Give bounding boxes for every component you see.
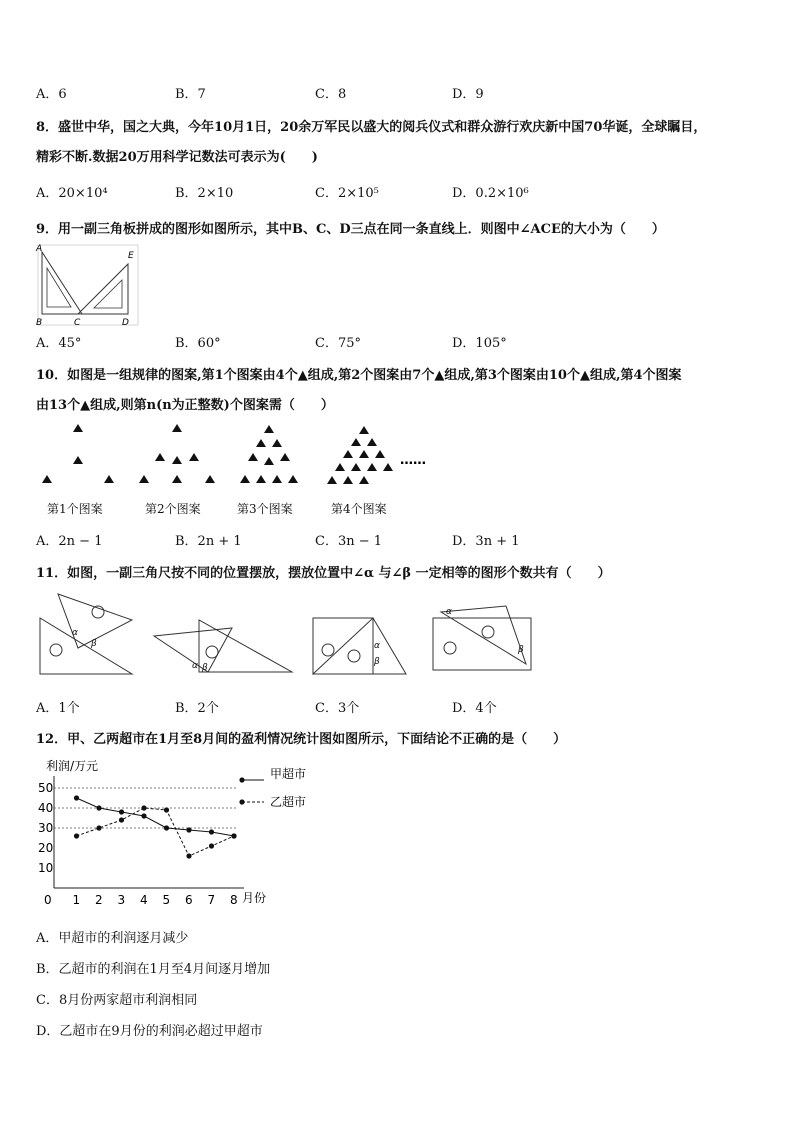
x-tick-label: 6 — [185, 893, 193, 907]
q6-option-c: C．8 — [315, 87, 347, 102]
q11-beta-3: β — [374, 657, 380, 667]
data-point — [96, 825, 101, 830]
q11-figure-2 — [154, 620, 292, 673]
data-point — [164, 807, 169, 812]
q11-figure-3 — [313, 618, 406, 674]
q10-pattern-2 — [139, 424, 215, 483]
x-tick-label: 3 — [117, 893, 126, 907]
q11-alpha-3: α — [374, 641, 380, 651]
q10-caption-4: 第4个图案 — [331, 502, 387, 516]
q8-option-b: B．2×10 — [175, 186, 234, 201]
y-tick-label: 20 — [38, 841, 54, 855]
data-point — [231, 833, 236, 838]
q11-option-c: C．3个 — [315, 701, 360, 716]
q10-stem-line1: 10．如图是一组规律的图案,第1个图案由4个▲组成,第2个图案由7个▲组成,第3个图案由10个▲组成,第4个图案 — [36, 368, 682, 383]
q10-option-b: B．2n + 1 — [175, 534, 242, 549]
q9-option-c: C．75° — [315, 336, 361, 351]
legend-label: 乙超市 — [270, 795, 307, 809]
q10-stem-line2: 由13个▲组成,则第n(n为正整数)个图案需（ ） — [36, 398, 334, 413]
q12-profit-line-chart — [30, 756, 330, 912]
q6-option-a: A．6 — [36, 87, 67, 102]
q9-label-e: E — [128, 251, 134, 261]
x-tick-label: 0 — [44, 893, 52, 907]
q11-option-b: B．2个 — [175, 701, 219, 716]
q9-label-b: B — [36, 318, 43, 328]
q12-option-d: D．乙超市在9月份的利润必超过甲超市 — [36, 1024, 263, 1039]
q11-stem: 11．如图，一副三角尺按不同的位置摆放，摆放位置中∠α 与∠β 一定相等的图形个数共有（ ） — [36, 566, 611, 581]
x-axis-label: 月份 — [242, 891, 267, 905]
q10-pattern-1 — [42, 424, 114, 483]
q9-stem: 9．用一副三角板拼成的图形如图所示，其中B、C、D三点在同一条直线上．则图中∠ACE的大小为（ ） — [36, 222, 665, 237]
q10-triangle-patterns — [36, 420, 446, 500]
q10-option-a: A．2n − 1 — [36, 534, 103, 549]
q11-alpha-1: α — [72, 628, 78, 638]
q6-option-b: B．7 — [175, 87, 206, 102]
data-point — [74, 833, 79, 838]
y-tick-label: 30 — [38, 821, 54, 835]
data-point — [119, 817, 124, 822]
x-tick-label: 5 — [162, 893, 171, 907]
q12-option-b: B．乙超市的利润在1月至4月间逐月增加 — [36, 962, 271, 977]
q9-option-b: B．60° — [175, 336, 221, 351]
data-point — [141, 805, 146, 810]
q11-figure-1 — [40, 594, 132, 674]
q11-alpha-4: α — [446, 607, 452, 617]
q8-stem-line1: 8．盛世中华，国之大典，今年10月1日，20余万军民以盛大的阅兵仪式和群众游行欢庆新中国70华诞，全球瞩目， — [36, 120, 707, 135]
y-tick-label: 40 — [38, 801, 54, 815]
q10-pattern-4 — [327, 426, 393, 484]
data-point — [209, 829, 214, 834]
data-point — [141, 813, 146, 818]
q12-option-a: A．甲超市的利润逐月减少 — [36, 931, 189, 946]
q10-caption-2: 第2个图案 — [145, 502, 201, 516]
q11-figure-4 — [433, 606, 531, 670]
data-point — [119, 809, 124, 814]
x-tick-label: 8 — [230, 893, 238, 907]
x-tick-label: 2 — [95, 893, 103, 907]
q11-set-square-figures — [36, 588, 626, 682]
q10-option-c: C．3n − 1 — [315, 534, 383, 549]
y-axis-label: 利润/万元 — [46, 759, 99, 773]
q11-beta-2: β — [202, 663, 208, 673]
data-point — [164, 825, 169, 830]
q10-pattern-3 — [240, 425, 298, 483]
q12-option-c: C．8月份两家超市利润相同 — [36, 993, 198, 1008]
q8-stem-line2: 精彩不断.数据20万用科学记数法可表示为( ) — [36, 150, 318, 165]
q11-beta-1: β — [91, 639, 97, 649]
q10-caption-3: 第3个图案 — [237, 502, 293, 516]
q11-beta-4: β — [518, 645, 524, 655]
q10-option-d: D．3n + 1 — [452, 534, 520, 549]
q12-stem: 12．甲、乙两超市在1月至8月间的盈利情况统计图如图所示，下面结论不正确的是（ ） — [36, 732, 567, 747]
q6-option-d: D．9 — [452, 87, 484, 102]
q9-option-d: D．105° — [452, 336, 507, 351]
x-tick-label: 1 — [72, 893, 81, 907]
y-tick-label: 50 — [38, 781, 54, 795]
q9-label-d: D — [122, 318, 129, 328]
q8-option-d: D．0.2×10⁶ — [452, 186, 529, 201]
x-tick-label: 7 — [207, 893, 216, 907]
q9-label-c: C — [74, 318, 81, 328]
data-point — [96, 805, 101, 810]
data-point — [209, 843, 214, 848]
legend-label: 甲超市 — [270, 767, 307, 781]
q11-alpha-2: α — [192, 661, 198, 671]
data-point — [186, 853, 191, 858]
q8-option-a: A．20×10⁴ — [36, 186, 108, 201]
q11-option-a: A．1个 — [36, 701, 80, 716]
q10-ellipsis: …… — [400, 453, 426, 468]
data-point — [74, 795, 79, 800]
q9-option-a: A．45° — [36, 336, 82, 351]
q11-option-d: D．4个 — [452, 701, 497, 716]
data-point — [186, 827, 191, 832]
q10-caption-1: 第1个图案 — [47, 502, 103, 516]
y-tick-label: 10 — [38, 861, 54, 875]
x-tick-label: 4 — [140, 893, 148, 907]
q8-option-c: C．2×10⁵ — [315, 186, 379, 201]
q9-set-square-figure — [34, 242, 140, 328]
q9-label-a: A — [36, 244, 43, 254]
